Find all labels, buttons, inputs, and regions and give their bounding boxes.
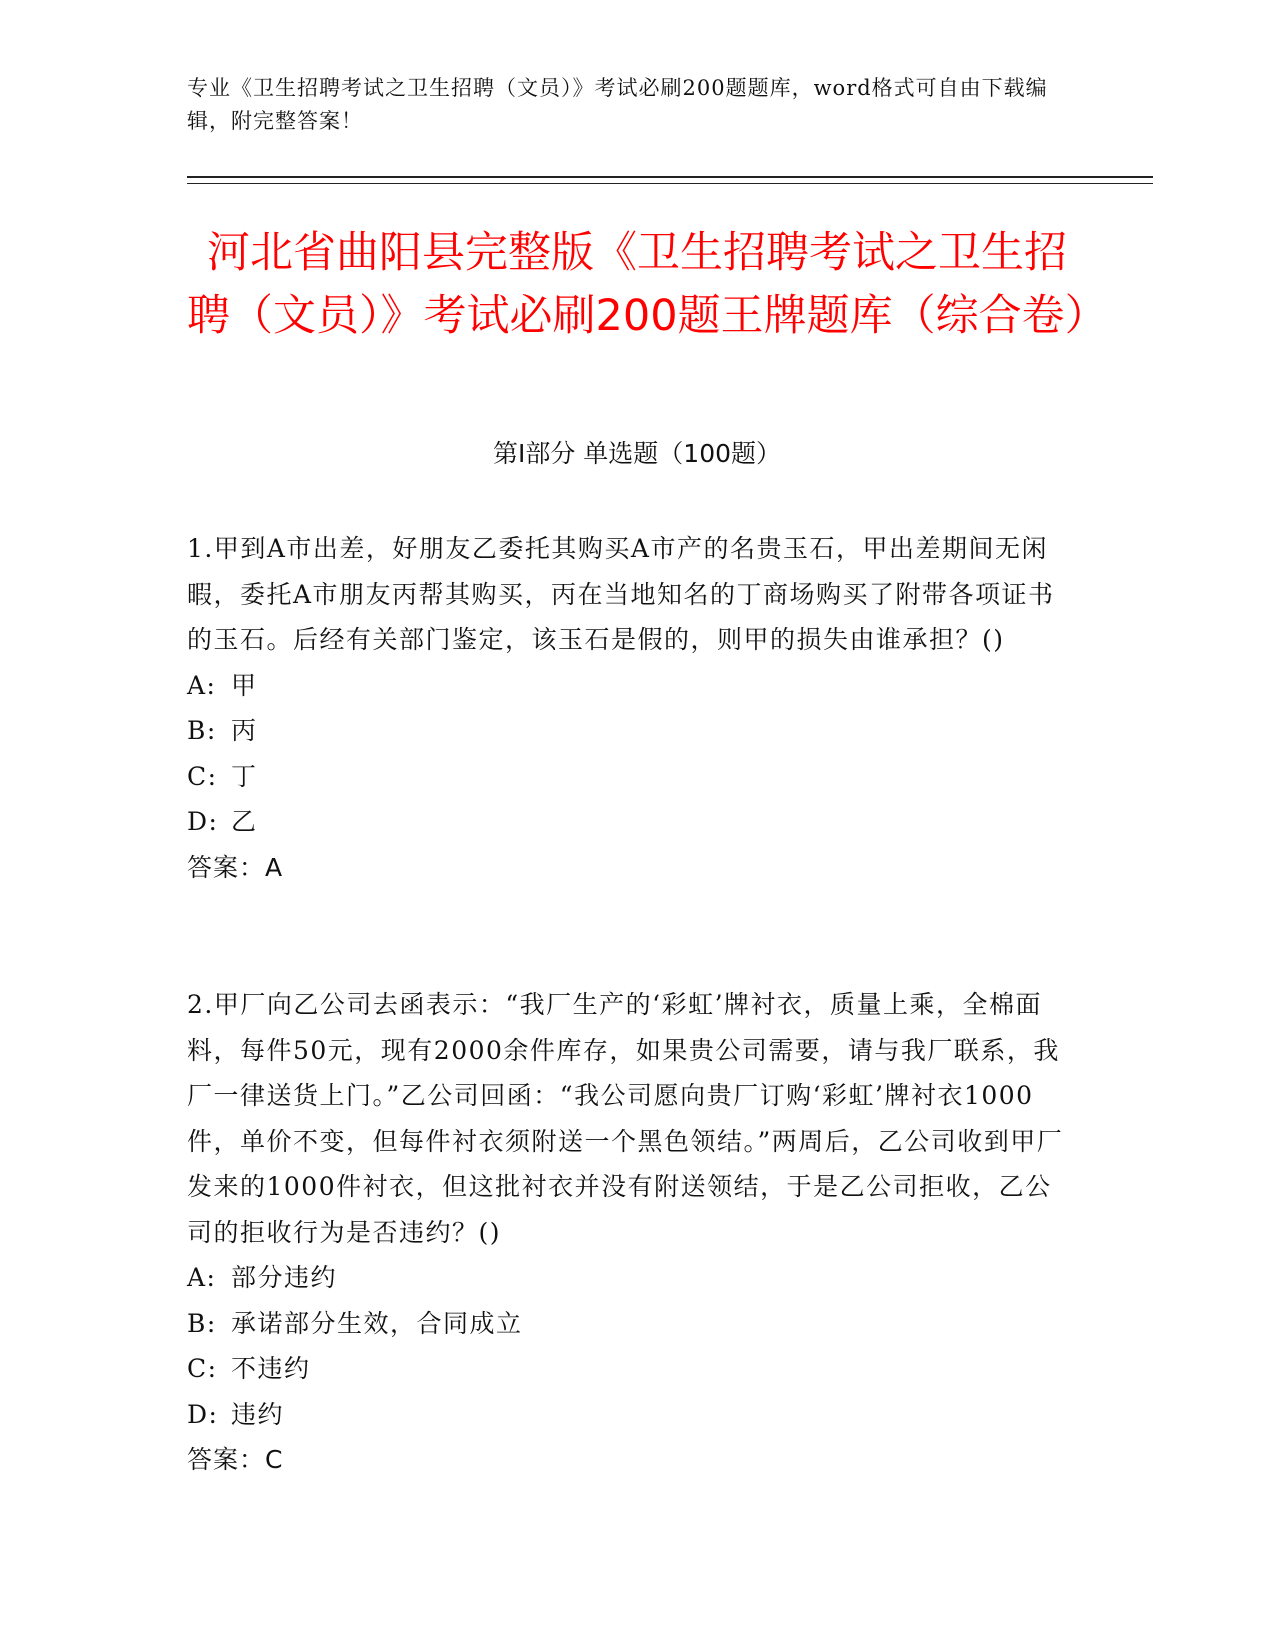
document-title: 河北省曲阳县完整版《卫生招聘考试之卫生招聘（文员）》考试必刷200题王牌题库（综合卷） bbox=[187, 228, 1108, 341]
option-a bbox=[187, 1255, 1067, 1301]
option-b bbox=[187, 1301, 1067, 1347]
question-stem: 1.甲到A市出差，好朋友乙委托其购买A市产的名贵玉石，甲出差期间无闲暇，委托A市朋友丙帮其购买，丙在当地知名的丁商场购买了附带各项证书的玉石。后经有关部门鉴定，该玉石是假的，则甲的损失由谁承担？() bbox=[187, 534, 1055, 654]
option-c bbox=[187, 754, 1067, 800]
answer-line: 答案：C bbox=[187, 1445, 284, 1474]
header-divider-thin bbox=[187, 183, 1153, 184]
option-key: B: bbox=[187, 1308, 217, 1338]
option-text: 违约 bbox=[231, 1399, 285, 1429]
option-d bbox=[187, 799, 1067, 845]
option-b bbox=[187, 708, 1067, 754]
option-a bbox=[187, 663, 1067, 709]
option-text: 甲 bbox=[231, 670, 258, 700]
question-block bbox=[187, 526, 1067, 890]
header-divider-thick bbox=[187, 176, 1153, 178]
option-key: A: bbox=[187, 1263, 217, 1292]
section-title: 第Ⅰ部分 单选题（100题） bbox=[492, 439, 782, 468]
question-stem: 2.甲厂向乙公司去函表示：“我厂生产的‘彩虹’牌衬衣，质量上乘，全棉面料，每件50元，现有2000余件库存，如果贵公司需要，请与我厂联系，我厂一律送货上门。”乙公司回函：“我公司愿向贵厂订购‘彩虹’牌衬衣1000件，单价不变，但每件衬衣须附送一个黑色领结。”两周后，乙公司收到甲厂发来的1000件衬衣，但这批衬衣并没有附送领结，于是乙公司拒收，乙公司的拒收行为是否违约？() bbox=[187, 990, 1064, 1247]
option-text: 部分违约 bbox=[231, 1263, 338, 1292]
option-text: 不违约 bbox=[231, 1354, 311, 1383]
option-text: 丙 bbox=[231, 716, 258, 745]
option-key: C: bbox=[187, 761, 218, 791]
option-text: 乙 bbox=[231, 807, 258, 836]
option-key: B: bbox=[187, 716, 217, 745]
option-key: C: bbox=[187, 1354, 218, 1383]
option-c bbox=[187, 1346, 1067, 1392]
question-block bbox=[187, 982, 1067, 1483]
header-note: 专业《卫生招聘考试之卫生招聘（文员）》考试必刷200题题库，word格式可自由下载编辑，附完整答案！ bbox=[187, 76, 1048, 133]
option-text: 丁 bbox=[231, 761, 258, 791]
option-d bbox=[187, 1392, 1067, 1438]
option-text: 承诺部分生效，合同成立 bbox=[231, 1308, 523, 1338]
option-key: D: bbox=[187, 807, 219, 836]
option-key: A: bbox=[187, 670, 217, 700]
answer-line: 答案：A bbox=[187, 852, 284, 882]
option-key: D: bbox=[187, 1399, 219, 1429]
